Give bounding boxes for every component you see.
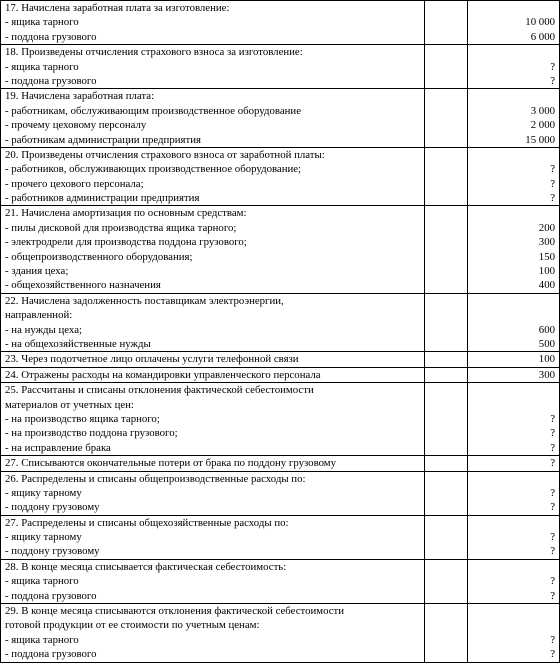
empty-cell	[424, 1, 468, 45]
amount-value	[470, 604, 555, 618]
table-row	[1, 206, 560, 293]
amount-value: ?	[550, 633, 555, 646]
table-row	[1, 293, 560, 352]
description-line: - работникам, обслуживающим производственное оборудование	[5, 104, 302, 117]
description-line: - на производство поддона грузового;	[5, 427, 178, 440]
table-row	[1, 147, 560, 206]
description-line: 17. Начислена заработная плата за изготовление:	[5, 2, 230, 14]
amount-value: 200	[538, 221, 555, 234]
description-line: - общехозяйственного назначения	[5, 279, 161, 292]
description-line: готовой продукции от ее стоимости по учетным ценам:	[5, 619, 260, 632]
amount-cell	[468, 352, 560, 367]
description-line: - поддону грузовому	[5, 545, 100, 558]
amount-value	[470, 294, 555, 308]
operation-description-cell	[1, 456, 425, 471]
amount-value: ?	[550, 441, 555, 454]
description-line: материалов от учетных цен:	[5, 398, 134, 411]
amount-cell	[468, 515, 560, 559]
empty-cell	[424, 383, 468, 456]
table-row	[1, 383, 560, 456]
description-line: - прочего цехового персонала;	[5, 177, 144, 190]
table-row	[1, 604, 560, 663]
amount-cell	[468, 147, 560, 206]
amount-value	[470, 398, 555, 412]
amount-value: ?	[550, 177, 555, 190]
description-line: - поддона грузового	[5, 589, 97, 602]
description-line: - на общехозяйственные нужды	[5, 337, 151, 350]
amount-value: ?	[550, 589, 555, 602]
amount-value	[470, 472, 555, 486]
amount-cell	[468, 383, 560, 456]
amount-value: ?	[550, 648, 555, 661]
amount-value: 400	[538, 279, 555, 292]
operation-description-cell	[1, 604, 425, 663]
amount-value	[470, 308, 555, 322]
amount-cell	[468, 89, 560, 148]
operation-description-cell	[1, 367, 425, 382]
description-line: направленной:	[5, 309, 73, 322]
table-row	[1, 89, 560, 148]
table-row	[1, 45, 560, 89]
amount-cell	[468, 45, 560, 89]
description-line: - поддона грузового	[5, 74, 97, 87]
amount-value: 6 000	[530, 30, 555, 43]
description-line: - ящика тарного	[5, 16, 79, 29]
empty-cell	[424, 559, 468, 603]
amount-cell	[468, 471, 560, 515]
amount-value	[470, 560, 555, 574]
description-line: - ящика тарного	[5, 60, 79, 73]
description-line: 24. Отражены расходы на командировки управленческого персонала	[5, 368, 321, 381]
amount-cell	[468, 456, 560, 471]
table-row	[1, 1, 560, 45]
amount-cell	[468, 1, 560, 45]
amount-cell	[468, 604, 560, 663]
description-line: - ящика тарного	[5, 575, 79, 588]
description-line: - на исправление брака	[5, 441, 111, 454]
description-line: 27. Списываются окончательные потери от брака по поддону грузовому	[5, 457, 337, 470]
description-line: 21. Начислена амортизация по основным средствам:	[5, 207, 247, 220]
description-line: - на нужды цеха;	[5, 323, 82, 336]
description-line: - работникам администрации предприятия	[5, 133, 201, 146]
description-line: - прочему цеховому персоналу	[5, 119, 147, 132]
table-row	[1, 352, 560, 367]
empty-cell	[424, 45, 468, 89]
amount-value: 150	[538, 250, 555, 263]
operation-description-cell	[1, 45, 425, 89]
empty-cell	[424, 367, 468, 382]
description-line: 18. Произведены отчисления страхового взноса за изготовление:	[5, 46, 303, 59]
description-line: - поддону грузовому	[5, 501, 100, 514]
amount-cell	[468, 559, 560, 603]
description-line: 26. Распределены и списаны общепроизводственные расходы по:	[5, 472, 306, 485]
amount-value: ?	[550, 486, 555, 499]
amount-value: ?	[550, 412, 555, 425]
amount-value: ?	[550, 501, 555, 514]
amount-value	[470, 206, 555, 220]
empty-cell	[424, 471, 468, 515]
description-line: - пилы дисковой для производства ящика тарного;	[5, 221, 237, 234]
amount-value: ?	[550, 163, 555, 176]
amount-value	[470, 618, 555, 632]
description-line: - ящику тарному	[5, 486, 82, 499]
empty-cell	[424, 293, 468, 352]
empty-cell	[424, 456, 468, 471]
amount-value	[470, 383, 555, 397]
description-line: - общепроизводственного оборудования;	[5, 250, 193, 263]
table-row	[1, 471, 560, 515]
amount-value: ?	[550, 531, 555, 544]
amount-value: 2 000	[530, 119, 555, 132]
amount-cell	[468, 206, 560, 293]
amount-value: 3 000	[530, 104, 555, 117]
operation-description-cell	[1, 89, 425, 148]
empty-cell	[424, 206, 468, 293]
amount-value: ?	[550, 457, 555, 470]
description-line: - здания цеха;	[5, 265, 69, 278]
amount-value: ?	[550, 545, 555, 558]
operation-description-cell	[1, 471, 425, 515]
description-line: - поддона грузового	[5, 30, 97, 43]
amount-cell	[468, 367, 560, 382]
description-line: - ящика тарного	[5, 633, 79, 646]
table-row	[1, 559, 560, 603]
amount-value	[470, 148, 555, 162]
operation-description-cell	[1, 383, 425, 456]
description-line: 29. В конце месяца списываются отклонения фактической себестоимости	[5, 605, 345, 618]
description-line: 28. В конце месяца списывается фактическая себестоимость:	[5, 560, 287, 573]
amount-value: 600	[538, 323, 555, 336]
operation-description-cell	[1, 1, 425, 45]
amount-value: 300	[538, 236, 555, 249]
amount-value	[470, 45, 555, 59]
table-row	[1, 367, 560, 382]
amount-value: 100	[538, 265, 555, 278]
operation-description-cell	[1, 206, 425, 293]
operation-description-cell	[1, 352, 425, 367]
empty-cell	[424, 515, 468, 559]
description-line: 19. Начислена заработная плата:	[5, 90, 155, 103]
description-line: 23. Через подотчетное лицо оплачены услуги телефонной связи	[5, 353, 299, 366]
description-line: 20. Произведены отчисления страхового взноса от заработной платы:	[5, 148, 325, 161]
operation-description-cell	[1, 147, 425, 206]
amount-value: ?	[550, 74, 555, 87]
description-line: - работников администрации предприятия	[5, 192, 200, 205]
operation-description-cell	[1, 293, 425, 352]
amount-value: 300	[538, 368, 555, 381]
amount-value	[470, 516, 555, 530]
operation-description-cell	[1, 515, 425, 559]
empty-cell	[424, 604, 468, 663]
table-row	[1, 456, 560, 471]
description-line: 25. Рассчитаны и списаны отклонения фактической себестоимости	[5, 384, 314, 397]
empty-cell	[424, 352, 468, 367]
operation-description-cell	[1, 559, 425, 603]
description-line: 22. Начислена задолженность поставщикам электроэнергии,	[5, 294, 284, 307]
amount-value: 100	[538, 353, 555, 366]
table-row	[1, 515, 560, 559]
amount-value: ?	[550, 192, 555, 205]
description-line: - электродрели для производства поддона грузового;	[5, 236, 247, 249]
amount-value	[470, 1, 555, 15]
amount-value: 500	[538, 337, 555, 350]
description-line: - ящику тарному	[5, 531, 82, 544]
amount-value	[470, 89, 555, 103]
description-line: - поддона грузового	[5, 648, 97, 661]
empty-cell	[424, 147, 468, 206]
empty-cell	[424, 89, 468, 148]
amount-cell	[468, 293, 560, 352]
amount-value: ?	[550, 427, 555, 440]
description-line: - работников, обслуживающих производственное оборудование;	[5, 163, 302, 176]
amount-value: ?	[550, 575, 555, 588]
amount-value: 10 000	[525, 16, 555, 29]
amount-value: 15 000	[525, 133, 555, 146]
description-line: - на производство ящика тарного;	[5, 412, 160, 425]
description-line: 27. Распределены и списаны общехозяйственные расходы по:	[5, 516, 289, 529]
amount-value: ?	[550, 60, 555, 73]
